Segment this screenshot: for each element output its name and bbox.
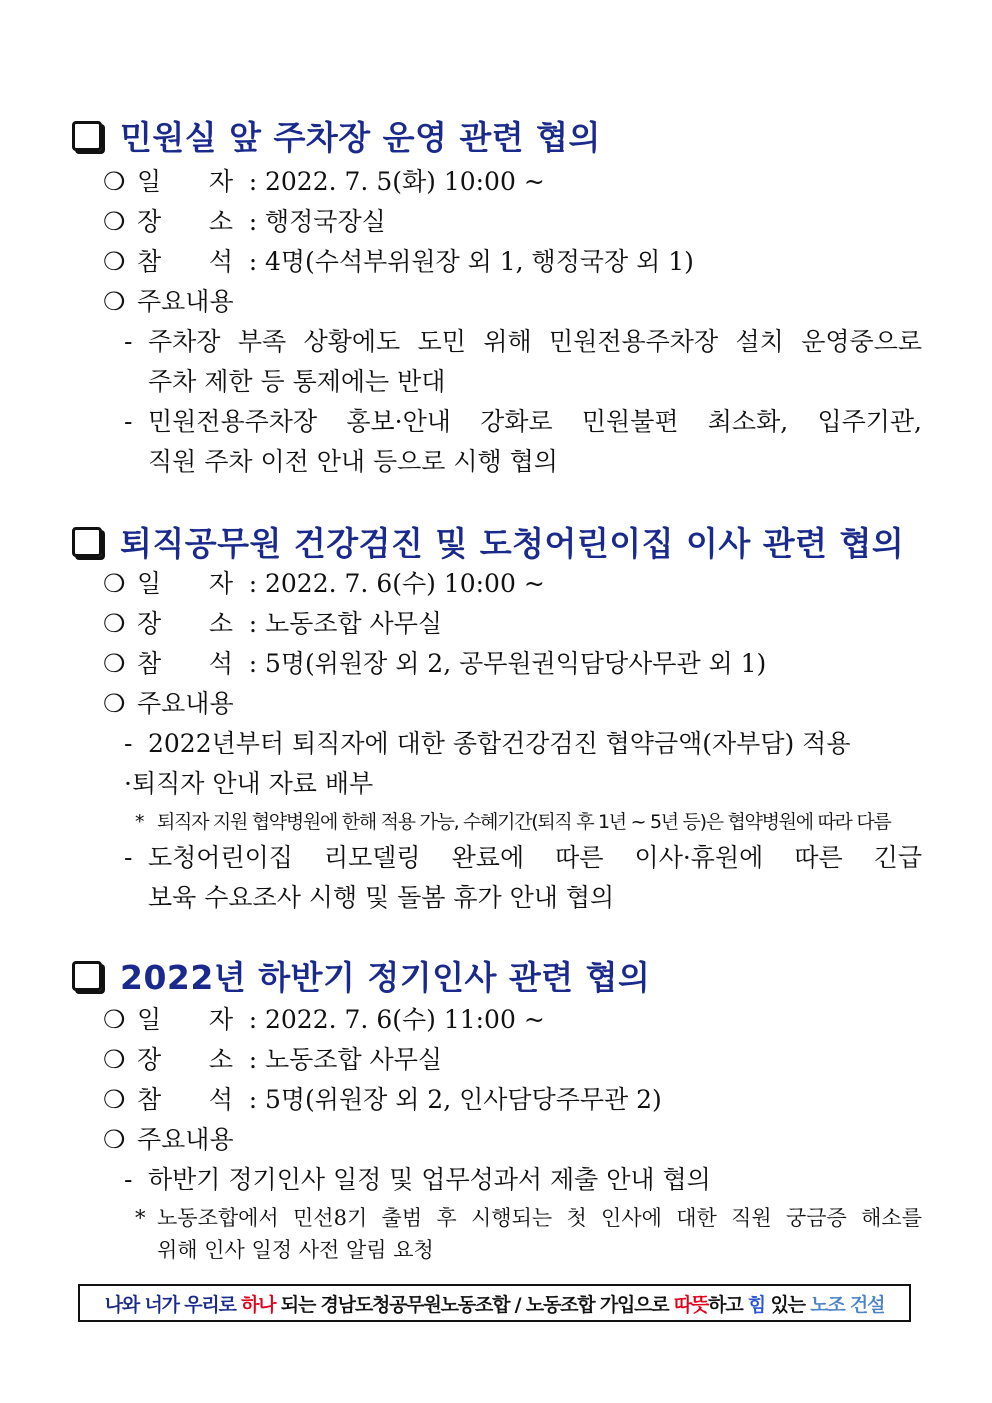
attend-value: 4명(수석부위원장 외 1, 행정국장 외 1): [265, 247, 694, 276]
section-1-attend-row: [103, 247, 694, 277]
colon: :: [248, 1005, 258, 1034]
section-2-date-row: [103, 569, 545, 599]
dash-bullet: -: [124, 407, 133, 436]
section-3-heading: [72, 952, 650, 999]
colon: :: [248, 247, 258, 276]
section-2-item-2: [124, 843, 922, 873]
section-3-date-row: [103, 1005, 545, 1035]
slogan-part-7: 있는: [765, 1293, 811, 1316]
item-text: 주차장 부족 상황에도 도민 위해 민원전용주차장 설치 운영중으로: [148, 327, 922, 356]
slogan-part-6: 힘: [747, 1293, 766, 1316]
slogan-part-3: 되는 경남도청공무원노동조합 / 노동조합 가입으로: [275, 1293, 674, 1316]
content-label: 주요내용: [137, 287, 234, 316]
place-value: 노동조합 사무실: [265, 609, 442, 638]
circle-bullet-icon: ❍: [103, 689, 126, 718]
date-label: 일 자: [137, 569, 233, 598]
attend-label: 참 석: [137, 649, 233, 678]
colon: :: [248, 1045, 258, 1074]
colon: :: [248, 609, 258, 638]
place-label: 장 소: [137, 1045, 233, 1074]
section-1-item-2-cont: 직원 주차 이전 안내 등으로 시행 협의: [148, 447, 558, 476]
date-value: 2022. 7. 6(수) 10:00 ~: [265, 569, 545, 598]
checkbox-square-icon: [72, 961, 102, 991]
section-1-content-row: [103, 287, 234, 317]
circle-bullet-icon: ❍: [103, 167, 126, 196]
dash-bullet: -: [124, 327, 133, 356]
content-label: 주요내용: [137, 1125, 234, 1154]
attend-value: 5명(위원장 외 2, 인사담당주무관 2): [265, 1085, 662, 1114]
section-1-item-1: [124, 327, 922, 357]
place-label: 장 소: [137, 609, 233, 638]
section-3-content-row: [103, 1125, 234, 1155]
colon: :: [248, 569, 258, 598]
checkbox-square-icon: [72, 121, 102, 151]
slogan-part-4: 따뜻: [673, 1293, 709, 1316]
section-3-item-1: [124, 1165, 711, 1195]
section-2-place-row: [103, 609, 442, 639]
section-1-item-2: [124, 407, 922, 437]
colon: :: [248, 207, 258, 236]
item-text: 민원전용주차장 홍보·안내 강화로 민원불편 최소화, 입주기관,: [148, 407, 922, 436]
place-value: 행정국장실: [265, 207, 386, 236]
colon: :: [248, 1085, 258, 1114]
attend-label: 참 석: [137, 247, 233, 276]
section-2-title: 퇴직공무원 건강검진 및 도청어린이집 이사 관련 협의: [120, 524, 905, 563]
section-3-attend-row: [103, 1085, 662, 1115]
asterisk: *: [135, 811, 144, 833]
slogan-part-2: 하나: [241, 1293, 276, 1316]
circle-bullet-icon: ❍: [103, 569, 126, 598]
section-1-place-row: [103, 207, 386, 237]
slogan-part-1: 나와 너가 우리로: [104, 1293, 242, 1316]
section-1-title: 민원실 앞 주차장 운영 관련 협의: [120, 118, 601, 157]
section-1-item-1-cont: 주차 제한 등 통제에는 반대: [148, 367, 446, 396]
attend-value: 5명(위원장 외 2, 공무원권익담당사무관 외 1): [265, 649, 767, 678]
colon: :: [248, 649, 258, 678]
circle-bullet-icon: ❍: [103, 247, 126, 276]
section-2-attend-row: [103, 649, 766, 679]
section-1-heading: [72, 112, 601, 159]
asterisk: *: [135, 1206, 146, 1230]
slogan-part-8: 노조 건설: [810, 1293, 885, 1316]
circle-bullet-icon: ❍: [103, 207, 126, 236]
dash-bullet: -: [124, 843, 133, 872]
section-2-item-2-cont: 보육 수요조사 시행 및 돌봄 휴가 안내 협의: [148, 883, 615, 912]
circle-bullet-icon: ❍: [103, 1045, 126, 1074]
place-label: 장 소: [137, 207, 233, 236]
content-label: 주요내용: [137, 689, 234, 718]
date-label: 일 자: [137, 167, 233, 196]
section-2-note: [135, 809, 890, 835]
section-2-item-1-cont: ·퇴직자 안내 자료 배부: [124, 769, 374, 798]
section-3-title: 2022년 하반기 정기인사 관련 협의: [120, 958, 651, 997]
union-slogan-banner: [78, 1284, 911, 1322]
section-3-place-row: [103, 1045, 442, 1075]
circle-bullet-icon: ❍: [103, 649, 126, 678]
circle-bullet-icon: ❍: [103, 1125, 126, 1154]
section-2-heading: [72, 518, 904, 565]
item-text: 도청어린이집 리모델링 완료에 따른 이사·휴원에 따른 긴급: [148, 843, 922, 872]
item-text: 하반기 정기인사 일정 및 업무성과서 제출 안내 협의: [148, 1165, 711, 1194]
section-3-note: [135, 1203, 922, 1233]
date-label: 일 자: [137, 1005, 233, 1034]
section-2-item-1: [124, 729, 850, 759]
section-2-content-row: [103, 689, 234, 719]
dash-bullet: -: [124, 1165, 133, 1194]
circle-bullet-icon: ❍: [103, 609, 126, 638]
place-value: 노동조합 사무실: [265, 1045, 442, 1074]
note-text: 노동조합에서 민선8기 출범 후 시행되는 첫 인사에 대한 직원 궁금증 해소를: [157, 1206, 922, 1230]
attend-label: 참 석: [137, 1085, 233, 1114]
colon: :: [248, 167, 258, 196]
circle-bullet-icon: ❍: [103, 287, 126, 316]
circle-bullet-icon: ❍: [103, 1005, 126, 1034]
section-1-date-row: [103, 167, 545, 197]
dash-bullet: -: [124, 729, 133, 758]
circle-bullet-icon: ❍: [103, 1085, 126, 1114]
note-text: 퇴직자 지원 협약병원에 한해 적용 가능, 수혜기간(퇴직 후 1년 ~ 5년 등)은 협약병원에 따라 다름: [157, 811, 891, 833]
date-value: 2022. 7. 6(수) 11:00 ~: [265, 1005, 545, 1034]
section-3-note-cont: 위해 인사 일정 사전 알림 요청: [157, 1238, 434, 1262]
item-text: 2022년부터 퇴직자에 대한 종합건강검진 협약금액(자부담) 적용: [148, 729, 851, 758]
slogan-part-5: 하고: [708, 1293, 748, 1316]
checkbox-square-icon: [72, 527, 102, 557]
date-value: 2022. 7. 5(화) 10:00 ~: [265, 167, 545, 196]
